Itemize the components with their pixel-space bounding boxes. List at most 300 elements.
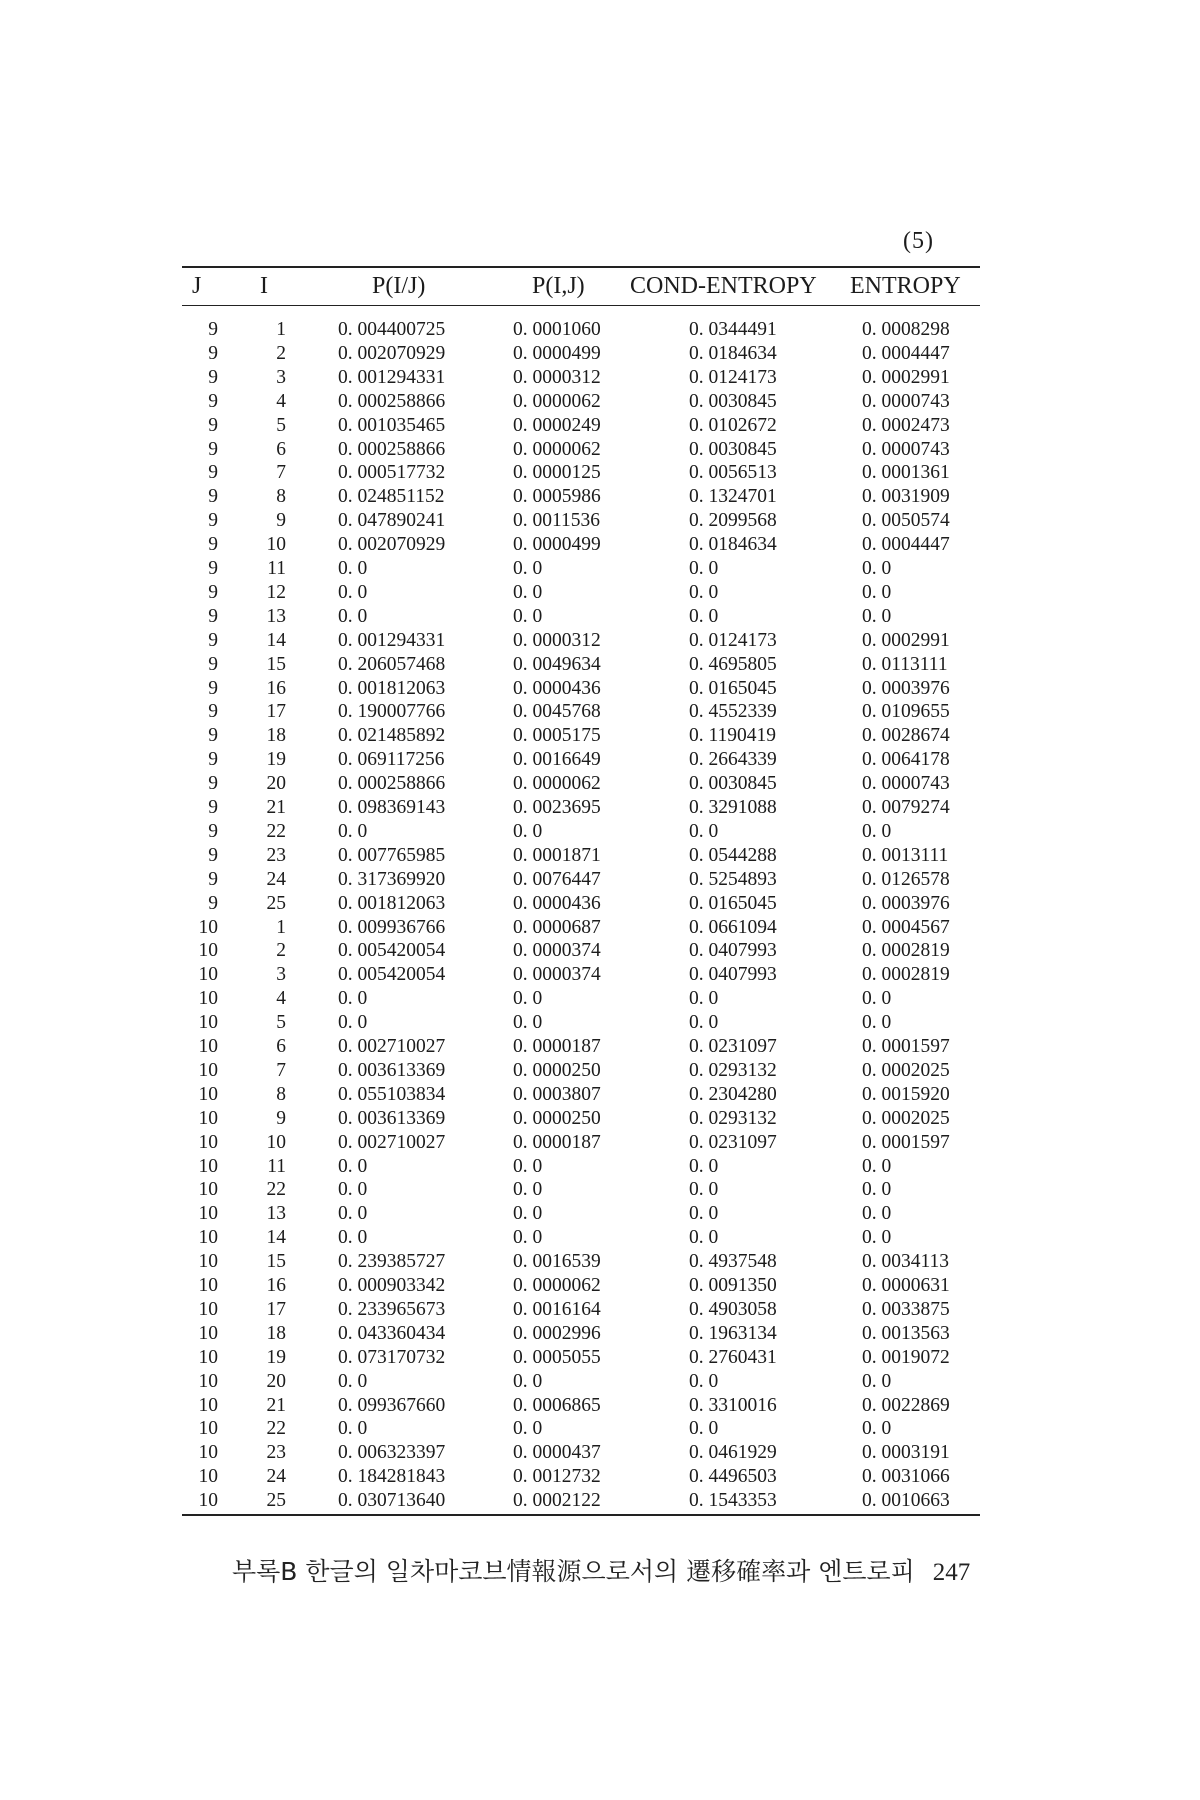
- cell-p-i-given-j: 0. 005420054: [338, 940, 446, 962]
- cell-p-i-j: 0. 0005986: [513, 486, 601, 508]
- cell-entropy: 0. 0010663: [862, 1490, 950, 1512]
- cell-i-value: 20: [266, 773, 286, 795]
- cell-p-i-given-j: 0. 043360434: [338, 1322, 446, 1344]
- cell-p-i-given-j: 0. 0: [338, 605, 368, 627]
- table-header: [182, 268, 980, 304]
- cell-j: 10: [198, 1298, 218, 1320]
- cell-cond-entropy: 0. 0030845: [689, 773, 777, 795]
- table-row: [182, 820, 980, 844]
- table-row: [182, 1131, 980, 1155]
- table-row: [182, 939, 980, 963]
- cell-i-value: 14: [266, 1227, 286, 1249]
- table-row: [182, 629, 980, 653]
- cell-i-value: 21: [266, 797, 286, 818]
- cell-j: 9: [208, 701, 218, 723]
- cell-j: 9: [208, 414, 218, 436]
- cell-entropy: 0. 0001597: [862, 1131, 950, 1153]
- cell-j: 9: [208, 390, 218, 412]
- cell-entropy: 0. 0: [862, 1203, 892, 1225]
- cell-i-value: 23: [266, 1442, 286, 1464]
- cell-p-i-given-j: 0. 0: [338, 1203, 368, 1225]
- cell-p-i-given-j: 0. 184281843: [338, 1466, 446, 1488]
- cell-j: 9: [208, 677, 218, 699]
- cell-j: 9: [208, 581, 218, 603]
- cell-p-i-j: 0. 0: [513, 820, 543, 842]
- cell-p-i-j: 0. 0000187: [513, 1131, 601, 1153]
- table-bottom-rule: [182, 1514, 980, 1516]
- cell-entropy: 0. 0: [862, 1227, 892, 1249]
- table-row: [182, 700, 980, 724]
- cell-p-i-given-j: 0. 0: [338, 1227, 368, 1249]
- cell-cond-entropy: 0. 1190419: [689, 725, 777, 747]
- cell-p-i-given-j: 0. 000258866: [338, 773, 446, 795]
- cell-p-i-j: 0. 0016164: [513, 1298, 601, 1320]
- cell-p-i-j: 0. 0001060: [513, 319, 601, 340]
- cell-cond-entropy: 0. 0: [689, 558, 719, 579]
- table-row: [182, 796, 980, 820]
- cell-j: 9: [208, 510, 218, 532]
- table-row: [182, 677, 980, 701]
- cell-p-i-j: 0. 0000062: [513, 438, 601, 460]
- cell-p-i-given-j: 0. 002070929: [338, 534, 446, 556]
- cell-p-i-given-j: 0. 0: [338, 558, 368, 579]
- cell-i-value: 22: [266, 1179, 286, 1201]
- header-p-i-j: P(I,J): [532, 273, 585, 299]
- cell-entropy: 0. 0031909: [862, 486, 950, 508]
- cell-cond-entropy: 0. 3310016: [689, 1394, 777, 1416]
- cell-entropy: 0. 0050574: [862, 510, 950, 532]
- cell-entropy: 0. 0113111: [862, 653, 948, 675]
- table-row: [182, 1394, 980, 1418]
- cell-j: 9: [208, 844, 218, 866]
- table-row: [182, 1322, 980, 1346]
- cell-p-i-given-j: 0. 001035465: [338, 414, 446, 436]
- table-row: [182, 1107, 980, 1131]
- table-row: [182, 1298, 980, 1322]
- cell-p-i-given-j: 0. 047890241: [338, 510, 446, 532]
- table-row: [182, 1059, 980, 1083]
- cell-entropy: 0. 0033875: [862, 1298, 950, 1320]
- cell-j: 10: [198, 988, 218, 1010]
- cell-j: 9: [208, 438, 218, 460]
- cell-entropy: 0. 0: [862, 820, 892, 842]
- table-header-rule: [182, 305, 980, 306]
- cell-cond-entropy: 0. 4496503: [689, 1466, 777, 1488]
- cell-j: 9: [208, 773, 218, 795]
- cell-cond-entropy: 0. 3291088: [689, 797, 777, 818]
- cell-entropy: 0. 0000743: [862, 390, 950, 412]
- cell-i-value: 7: [276, 1059, 286, 1081]
- table-row: [182, 390, 980, 414]
- cell-j: 10: [198, 1155, 218, 1177]
- cell-j: 10: [198, 1227, 218, 1249]
- table-row: [182, 1465, 980, 1489]
- footer-title: 부록B 한글의 일차마코브情報源으로서의 遷移確率과 엔트로피: [232, 1557, 915, 1586]
- cell-i-value: 11: [267, 1155, 286, 1177]
- table-row: [182, 1035, 980, 1059]
- table-row: [182, 366, 980, 390]
- table-row: [182, 724, 980, 748]
- cell-j: 10: [198, 1083, 218, 1105]
- cell-cond-entropy: 0. 0: [689, 1418, 719, 1440]
- cell-p-i-j: 0. 0005175: [513, 725, 601, 747]
- cell-cond-entropy: 0. 0407993: [689, 940, 777, 962]
- header-entropy: ENTROPY: [850, 273, 961, 299]
- cell-p-i-given-j: 0. 000258866: [338, 390, 446, 412]
- cell-entropy: 0. 0: [862, 558, 892, 579]
- cell-cond-entropy: 0. 0231097: [689, 1131, 777, 1153]
- cell-cond-entropy: 0. 1324701: [689, 486, 777, 508]
- cell-j: 10: [198, 1418, 218, 1440]
- cell-entropy: 0. 0003976: [862, 677, 950, 699]
- cell-entropy: 0. 0079274: [862, 797, 950, 818]
- header-p-i-given-j: P(I/J): [372, 273, 426, 299]
- table-row: [182, 963, 980, 987]
- cell-entropy: 0. 0000631: [862, 1275, 950, 1296]
- cell-j: 10: [198, 1131, 218, 1153]
- table-row: [182, 1155, 980, 1179]
- cell-p-i-j: 0. 0000499: [513, 534, 601, 556]
- cell-cond-entropy: 0. 1963134: [689, 1322, 777, 1344]
- table-row: [182, 1417, 980, 1441]
- cell-entropy: 0. 0013111: [862, 844, 949, 866]
- cell-entropy: 0. 0109655: [862, 701, 950, 723]
- cell-p-i-given-j: 0. 002710027: [338, 1131, 446, 1153]
- cell-p-i-given-j: 0. 007765985: [338, 844, 446, 866]
- cell-p-i-given-j: 0. 021485892: [338, 725, 446, 747]
- cell-cond-entropy: 0. 0: [689, 1227, 719, 1249]
- cell-i-value: 24: [266, 868, 286, 890]
- cell-p-i-given-j: 0. 005420054: [338, 964, 446, 986]
- table-row: [182, 461, 980, 485]
- cell-entropy: 0. 0000743: [862, 438, 950, 460]
- cell-entropy: 0. 0004567: [862, 916, 950, 938]
- page-number: (5): [903, 228, 934, 254]
- cell-entropy: 0. 0: [862, 1418, 892, 1440]
- cell-cond-entropy: 0. 2664339: [689, 749, 777, 771]
- cell-entropy: 0. 0: [862, 1370, 892, 1392]
- cell-i-value: 18: [266, 725, 286, 747]
- table-row: [182, 1441, 980, 1465]
- cell-entropy: 0. 0002025: [862, 1059, 950, 1081]
- cell-p-i-j: 0. 0000125: [513, 462, 601, 484]
- cell-i-value: 4: [276, 390, 286, 412]
- header-cond-entropy: COND-ENTROPY: [630, 273, 817, 299]
- cell-j: 10: [198, 916, 218, 938]
- cell-entropy: 0. 0002819: [862, 964, 950, 986]
- cell-j: 9: [208, 749, 218, 771]
- cell-entropy: 0. 0: [862, 988, 892, 1010]
- cell-j: 9: [208, 820, 218, 842]
- cell-i-value: 9: [276, 510, 286, 532]
- table-row: [182, 844, 980, 868]
- cell-i-value: 8: [276, 1083, 286, 1105]
- cell-entropy: 0. 0004447: [862, 342, 950, 364]
- cell-p-i-given-j: 0. 001294331: [338, 366, 446, 388]
- cell-p-i-j: 0. 0005055: [513, 1346, 601, 1368]
- cell-p-i-j: 0. 0049634: [513, 653, 601, 675]
- cell-p-i-j: 0. 0045768: [513, 701, 601, 723]
- cell-i-value: 14: [266, 629, 286, 651]
- cell-cond-entropy: 0. 4695805: [689, 653, 777, 675]
- cell-p-i-given-j: 0. 206057468: [338, 653, 446, 675]
- cell-cond-entropy: 0. 0: [689, 1155, 719, 1177]
- cell-entropy: 0. 0022869: [862, 1394, 950, 1416]
- table-row: [182, 1011, 980, 1035]
- cell-i-value: 18: [266, 1322, 286, 1344]
- cell-p-i-given-j: 0. 003613369: [338, 1059, 446, 1081]
- table-row: [182, 1083, 980, 1107]
- table-row: [182, 653, 980, 677]
- cell-j: 10: [198, 940, 218, 962]
- cell-p-i-j: 0. 0012732: [513, 1466, 601, 1488]
- cell-entropy: 0. 0002025: [862, 1107, 950, 1129]
- cell-p-i-j: 0. 0: [513, 1012, 543, 1034]
- cell-j: 9: [208, 629, 218, 651]
- page-footer: [232, 1552, 970, 1588]
- cell-entropy: 0. 0000743: [862, 773, 950, 795]
- cell-i-value: 20: [266, 1370, 286, 1392]
- cell-p-i-j: 0. 0: [513, 1203, 543, 1225]
- cell-j: 10: [198, 1012, 218, 1034]
- cell-j: 9: [208, 319, 218, 340]
- cell-i-value: 17: [266, 701, 286, 723]
- cell-entropy: 0. 0004447: [862, 534, 950, 556]
- cell-p-i-j: 0. 0000312: [513, 629, 601, 651]
- table-row: [182, 1346, 980, 1370]
- cell-entropy: 0. 0126578: [862, 868, 950, 890]
- cell-i-value: 25: [266, 892, 286, 914]
- cell-j: 9: [208, 486, 218, 508]
- cell-p-i-given-j: 0. 0: [338, 1179, 368, 1201]
- cell-cond-entropy: 0. 0: [689, 581, 719, 603]
- cell-j: 10: [198, 1346, 218, 1368]
- cell-p-i-given-j: 0. 030713640: [338, 1490, 446, 1512]
- footer-page-number: 247: [932, 1559, 971, 1586]
- header-j: J: [192, 273, 202, 299]
- cell-p-i-given-j: 0. 002710027: [338, 1036, 446, 1057]
- cell-entropy: 0. 0008298: [862, 319, 950, 340]
- cell-i-value: 5: [276, 414, 286, 436]
- cell-p-i-given-j: 0. 099367660: [338, 1394, 446, 1416]
- cell-entropy: 0. 0: [862, 1012, 892, 1034]
- cell-cond-entropy: 0. 4552339: [689, 701, 777, 723]
- cell-entropy: 0. 0001597: [862, 1036, 950, 1057]
- cell-p-i-given-j: 0. 069117256: [338, 749, 445, 771]
- cell-j: 9: [208, 797, 218, 818]
- cell-cond-entropy: 0. 5254893: [689, 868, 777, 890]
- cell-cond-entropy: 0. 0165045: [689, 677, 777, 699]
- cell-p-i-given-j: 0. 003613369: [338, 1107, 446, 1129]
- cell-cond-entropy: 0. 0184634: [689, 342, 777, 364]
- cell-p-i-j: 0. 0000436: [513, 677, 601, 699]
- cell-p-i-given-j: 0. 0: [338, 1418, 368, 1440]
- cell-j: 10: [198, 1442, 218, 1464]
- cell-j: 9: [208, 342, 218, 364]
- cell-p-i-j: 0. 0: [513, 1227, 543, 1249]
- cell-entropy: 0. 0003191: [862, 1442, 950, 1464]
- table-row: [182, 318, 980, 342]
- cell-i-value: 23: [266, 844, 286, 866]
- cell-cond-entropy: 0. 2760431: [689, 1346, 777, 1368]
- cell-i-value: 22: [266, 1418, 286, 1440]
- cell-p-i-j: 0. 0: [513, 558, 543, 579]
- cell-j: 10: [198, 1490, 218, 1512]
- cell-p-i-j: 0. 0: [513, 1370, 543, 1392]
- cell-entropy: 0. 0001361: [862, 462, 950, 484]
- cell-j: 10: [198, 1275, 218, 1296]
- header-i: I: [260, 273, 268, 299]
- table-row: [182, 342, 980, 366]
- cell-cond-entropy: 0. 0165045: [689, 892, 777, 914]
- cell-p-i-j: 0. 0000499: [513, 342, 601, 364]
- cell-j: 10: [198, 1394, 218, 1416]
- cell-i-value: 6: [276, 438, 286, 460]
- cell-i-value: 16: [266, 1275, 286, 1296]
- cell-cond-entropy: 0. 0124173: [689, 366, 777, 388]
- cell-i-value: 4: [276, 988, 286, 1010]
- cell-entropy: 0. 0: [862, 1155, 892, 1177]
- cell-cond-entropy: 0. 0544288: [689, 844, 777, 866]
- cell-cond-entropy: 0. 0: [689, 605, 719, 627]
- table-row: [182, 414, 980, 438]
- cell-p-i-j: 0. 0000374: [513, 964, 601, 986]
- cell-cond-entropy: 0. 0184634: [689, 534, 777, 556]
- cell-entropy: 0. 0: [862, 1179, 892, 1201]
- cell-cond-entropy: 0. 0: [689, 820, 719, 842]
- cell-p-i-j: 0. 0016539: [513, 1251, 601, 1273]
- cell-i-value: 25: [266, 1490, 286, 1512]
- cell-i-value: 13: [266, 605, 286, 627]
- cell-cond-entropy: 0. 0293132: [689, 1107, 777, 1129]
- cell-j: 10: [198, 1059, 218, 1081]
- cell-i-value: 6: [276, 1036, 286, 1057]
- cell-i-value: 15: [266, 1251, 286, 1273]
- cell-p-i-given-j: 0. 190007766: [338, 701, 446, 723]
- cell-cond-entropy: 0. 2099568: [689, 510, 777, 532]
- cell-cond-entropy: 0. 0091350: [689, 1275, 777, 1296]
- cell-p-i-given-j: 0. 0: [338, 820, 368, 842]
- cell-j: 10: [198, 1322, 218, 1344]
- table-row: [182, 533, 980, 557]
- cell-j: 9: [208, 892, 218, 914]
- cell-i-value: 3: [276, 964, 286, 986]
- cell-p-i-given-j: 0. 001294331: [338, 629, 446, 651]
- cell-entropy: 0. 0: [862, 605, 892, 627]
- cell-p-i-j: 0. 0000437: [513, 1442, 601, 1464]
- table-row: [182, 748, 980, 772]
- cell-entropy: 0. 0002819: [862, 940, 950, 962]
- cell-j: 9: [208, 868, 218, 890]
- cell-j: 10: [198, 964, 218, 986]
- cell-cond-entropy: 0. 2304280: [689, 1083, 777, 1105]
- cell-j: 9: [208, 366, 218, 388]
- cell-cond-entropy: 0. 0: [689, 1370, 719, 1392]
- cell-p-i-given-j: 0. 233965673: [338, 1298, 446, 1320]
- cell-p-i-given-j: 0. 004400725: [338, 319, 446, 340]
- cell-p-i-j: 0. 0000062: [513, 1275, 601, 1296]
- cell-p-i-j: 0. 0016649: [513, 749, 601, 771]
- cell-j: 10: [198, 1036, 218, 1057]
- cell-p-i-given-j: 0. 000258866: [338, 438, 446, 460]
- cell-cond-entropy: 0. 0461929: [689, 1442, 777, 1464]
- cell-p-i-j: 0. 0000187: [513, 1036, 601, 1057]
- cell-j: 9: [208, 653, 218, 675]
- cell-p-i-j: 0. 0000312: [513, 366, 601, 388]
- cell-cond-entropy: 0. 0407993: [689, 964, 777, 986]
- cell-i-value: 24: [266, 1466, 286, 1488]
- table-row: [182, 892, 980, 916]
- cell-i-value: 1: [276, 916, 286, 938]
- cell-cond-entropy: 0. 0: [689, 1012, 719, 1034]
- table-row: [182, 605, 980, 629]
- cell-p-i-j: 0. 0000436: [513, 892, 601, 914]
- cell-p-i-given-j: 0. 000517732: [338, 462, 446, 484]
- cell-p-i-given-j: 0. 317369920: [338, 868, 446, 890]
- cell-p-i-given-j: 0. 239385727: [338, 1251, 446, 1273]
- table-row: [182, 1370, 980, 1394]
- cell-cond-entropy: 0. 4937548: [689, 1251, 777, 1273]
- table-row: [182, 509, 980, 533]
- table-row: [182, 1489, 980, 1513]
- cell-p-i-given-j: 0. 0: [338, 1012, 368, 1034]
- cell-p-i-j: 0. 0000062: [513, 773, 601, 795]
- cell-p-i-j: 0. 0: [513, 581, 543, 603]
- cell-p-i-j: 0. 0: [513, 605, 543, 627]
- cell-i-value: 10: [266, 1131, 286, 1153]
- cell-j: 9: [208, 725, 218, 747]
- cell-i-value: 12: [266, 581, 286, 603]
- cell-j: 9: [208, 534, 218, 556]
- cell-p-i-given-j: 0. 0: [338, 581, 368, 603]
- cell-cond-entropy: 0. 0124173: [689, 629, 777, 651]
- table-row: [182, 1274, 980, 1298]
- table-row: [182, 581, 980, 605]
- cell-i-value: 2: [276, 940, 286, 962]
- cell-entropy: 0. 0002991: [862, 629, 950, 651]
- table-row: [182, 557, 980, 581]
- cell-entropy: 0. 0034113: [862, 1251, 950, 1273]
- cell-entropy: 0. 0019072: [862, 1346, 950, 1368]
- cell-p-i-j: 0. 0023695: [513, 797, 601, 818]
- cell-entropy: 0. 0015920: [862, 1083, 950, 1105]
- cell-i-value: 11: [267, 558, 286, 579]
- cell-p-i-j: 0. 0000374: [513, 940, 601, 962]
- cell-i-value: 8: [276, 486, 286, 508]
- cell-p-i-j: 0. 0: [513, 1179, 543, 1201]
- cell-entropy: 0. 0028674: [862, 725, 950, 747]
- table-row: [182, 485, 980, 509]
- cell-p-i-given-j: 0. 009936766: [338, 916, 446, 938]
- cell-entropy: 0. 0002991: [862, 366, 950, 388]
- cell-p-i-given-j: 0. 0: [338, 988, 368, 1010]
- cell-p-i-j: 0. 0003807: [513, 1083, 601, 1105]
- cell-j: 9: [208, 462, 218, 484]
- cell-entropy: 0. 0: [862, 581, 892, 603]
- table-row: [182, 1250, 980, 1274]
- table-row: [182, 1178, 980, 1202]
- cell-entropy: 0. 0003976: [862, 892, 950, 914]
- cell-cond-entropy: 0. 0: [689, 1203, 719, 1225]
- cell-p-i-j: 0. 0000687: [513, 916, 601, 938]
- table-row: [182, 987, 980, 1011]
- cell-p-i-given-j: 0. 001812063: [338, 677, 446, 699]
- cell-cond-entropy: 0. 0293132: [689, 1059, 777, 1081]
- table-row: [182, 1202, 980, 1226]
- cell-i-value: 10: [266, 534, 286, 556]
- cell-p-i-given-j: 0. 055103834: [338, 1083, 446, 1105]
- table-row: [182, 916, 980, 940]
